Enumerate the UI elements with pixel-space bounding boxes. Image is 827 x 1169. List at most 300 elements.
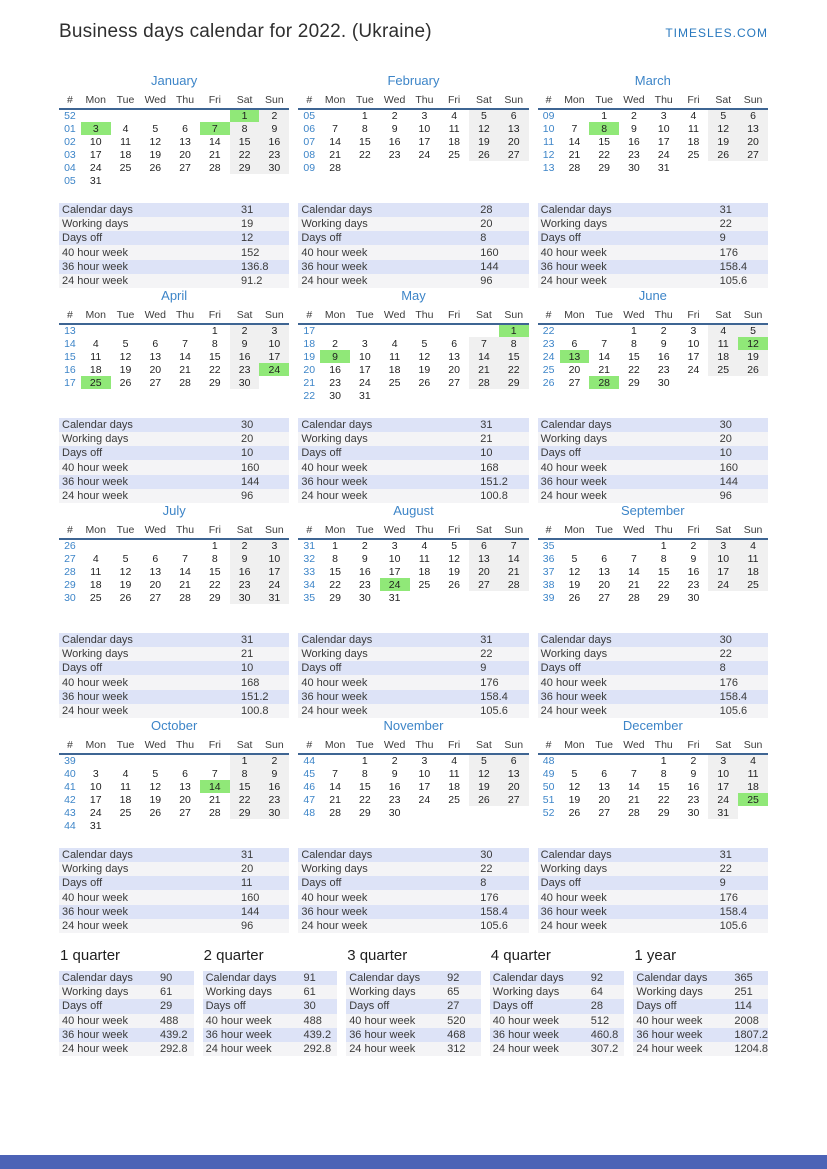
weekday-header: Sun: [259, 737, 289, 754]
week-row: [538, 793, 768, 806]
week-number-cell: 39: [64, 755, 76, 767]
weekday-header: Sun: [499, 307, 529, 324]
stat-value: 460.8: [590, 1028, 619, 1041]
day-cell: 14: [628, 780, 640, 793]
day-cell: 18: [448, 780, 460, 793]
day-cell: 8: [361, 767, 368, 780]
day-cell: 11: [418, 552, 430, 565]
weekday-header: Thu: [649, 307, 679, 324]
site-link[interactable]: TIMESLES.COM: [665, 26, 768, 40]
weekday-header: Sun: [738, 737, 768, 754]
day-cell: 30: [657, 376, 670, 389]
stat-row: [298, 475, 528, 489]
day-cell: 15: [230, 780, 260, 793]
stat-value: 136.8: [240, 260, 269, 273]
stat-value: 160: [240, 891, 260, 904]
day-cell: 29: [359, 806, 371, 819]
week-number-cell: 46: [303, 780, 316, 793]
day-cell: 30: [628, 161, 640, 174]
day-cell: 5: [469, 754, 499, 767]
week-row: [298, 135, 528, 148]
weekday-header: Thu: [410, 307, 440, 324]
weekday-header: Fri: [200, 522, 230, 539]
week-number-cell: 08: [303, 148, 316, 161]
stat-value: 152: [240, 246, 260, 259]
calendar-table: [59, 522, 289, 604]
day-cell: 11: [90, 565, 102, 578]
day-cell: 15: [359, 780, 371, 793]
day-cell: 26: [568, 806, 581, 819]
day-cell: 9: [660, 337, 667, 350]
day-cell: 10: [657, 122, 670, 135]
day-cell: [439, 324, 469, 337]
day-cell: 6: [451, 337, 458, 350]
weekday-header: Sun: [738, 92, 768, 109]
stat-label: 36 hour week: [62, 690, 129, 703]
day-cell: 25: [738, 578, 768, 591]
day-cell: 28: [568, 161, 581, 174]
week-number-cell: 16: [64, 363, 76, 376]
month-title: September: [621, 503, 685, 518]
day-cell: 26: [469, 148, 499, 161]
day-cell: 13: [469, 552, 499, 565]
week-row: [538, 135, 768, 148]
stat-row: [59, 203, 289, 217]
week-row: [538, 109, 768, 122]
day-cell: 19: [149, 148, 162, 161]
day-cell: 2: [230, 324, 260, 337]
stat-label: Calendar days: [540, 633, 612, 646]
day-cell: [679, 161, 709, 174]
day-cell: 10: [359, 350, 371, 363]
day-cell: 18: [708, 350, 738, 363]
stat-label: 40 hour week: [301, 461, 368, 474]
day-cell: 12: [119, 350, 132, 363]
stat-row: [203, 985, 338, 999]
stat-label: Days off: [301, 877, 342, 890]
stat-label: Days off: [636, 1000, 677, 1013]
weekday-header: Sun: [499, 737, 529, 754]
day-cell: 21: [208, 793, 221, 806]
day-cell: 28: [208, 806, 221, 819]
stat-value: 158.4: [480, 905, 508, 918]
day-cell: 21: [179, 578, 191, 591]
stat-row: [633, 985, 768, 999]
summaries-row: [59, 947, 768, 1056]
day-cell: 21: [628, 793, 640, 806]
day-cell: [469, 591, 499, 604]
stat-row: [59, 905, 289, 919]
holiday-day-cell: 1: [230, 109, 260, 122]
day-cell: 7: [332, 767, 338, 780]
stats-table: [538, 418, 768, 503]
weekday-header: Sat: [230, 522, 260, 539]
day-cell: 6: [499, 109, 529, 122]
day-cell: 4: [451, 755, 458, 767]
day-cell: 19: [418, 363, 431, 376]
stat-label: Working days: [205, 986, 273, 999]
day-cell: 20: [149, 363, 162, 376]
day-cell: 3: [92, 767, 99, 780]
month-title: August: [393, 503, 434, 518]
weekday-header: Sat: [708, 307, 738, 324]
stat-value: 151.2: [480, 475, 508, 488]
calendar-table: [538, 92, 768, 174]
stat-label: Calendar days: [205, 972, 277, 985]
day-cell: 11: [448, 122, 460, 135]
week-row: [59, 148, 289, 161]
day-cell: 26: [418, 376, 431, 389]
stats-table: [59, 848, 289, 933]
day-cell: [439, 161, 469, 174]
stat-row: [490, 1028, 625, 1042]
week-row: [298, 376, 528, 389]
week-row: [298, 793, 528, 806]
day-cell: 12: [568, 780, 581, 793]
day-cell: 25: [119, 806, 132, 819]
week-number-cell: 18: [303, 337, 316, 350]
week-number-cell: 48: [542, 755, 555, 767]
day-cell: 3: [708, 539, 738, 552]
month-title: April: [161, 288, 188, 303]
stats-table: [490, 971, 625, 1056]
stat-label: 40 hour week: [301, 676, 368, 689]
stat-value: 1204.8: [734, 1043, 768, 1056]
stat-label: 40 hour week: [62, 676, 129, 689]
stat-label: Calendar days: [301, 633, 373, 646]
holiday-day-cell: 1: [499, 324, 529, 337]
week-number-cell: 35: [303, 591, 316, 604]
stat-row: [298, 905, 528, 919]
week-row: [298, 539, 528, 552]
month-title: July: [162, 503, 186, 518]
stat-value: 11: [240, 877, 253, 890]
stat-label: Calendar days: [492, 972, 564, 985]
day-cell: [469, 806, 499, 819]
month-title: October: [151, 718, 198, 733]
day-cell: 21: [208, 148, 221, 161]
stat-label: Days off: [349, 1000, 390, 1013]
stat-value: 31: [480, 418, 493, 431]
stat-label: Calendar days: [540, 418, 612, 431]
weekday-header: Sun: [259, 522, 289, 539]
week-number-cell: 42: [64, 793, 76, 806]
day-cell: 17: [388, 565, 401, 578]
day-cell: [619, 754, 649, 767]
week-number-cell: 06: [303, 122, 316, 135]
stat-label: Days off: [62, 662, 103, 675]
day-cell: 14: [568, 135, 581, 148]
day-cell: 5: [738, 324, 768, 337]
day-cell: 6: [152, 552, 159, 565]
day-cell: 14: [469, 350, 499, 363]
day-cell: 20: [448, 363, 460, 376]
day-cell: 28: [469, 376, 499, 389]
day-cell: 27: [149, 376, 162, 389]
day-cell: 8: [631, 337, 637, 350]
stat-row: [59, 661, 289, 675]
stat-value: 292.8: [159, 1043, 188, 1056]
day-cell: [259, 376, 289, 389]
weekday-header: Sat: [230, 737, 260, 754]
stat-value: 105.6: [719, 919, 748, 932]
day-cell: [708, 376, 738, 389]
weekday-header: Mon: [560, 522, 590, 539]
stat-value: 22: [480, 648, 493, 661]
stat-label: 24 hour week: [301, 919, 368, 932]
day-cell: 22: [230, 148, 260, 161]
day-cell: 12: [418, 350, 431, 363]
day-cell: 3: [660, 110, 667, 122]
day-cell: 19: [119, 578, 132, 591]
stat-row: [59, 862, 289, 876]
stat-row: [346, 1028, 481, 1042]
stats-table: [203, 971, 338, 1056]
month-title: May: [401, 288, 426, 303]
day-cell: 2: [391, 755, 398, 767]
stat-value: 144: [719, 475, 738, 488]
week-row: [538, 565, 768, 578]
week-row: [538, 350, 768, 363]
stat-row: [346, 1014, 481, 1028]
stat-label: Calendar days: [636, 972, 708, 985]
weekday-header: Sat: [469, 522, 499, 539]
day-cell: [111, 539, 141, 552]
stat-value: 96: [719, 489, 732, 502]
day-cell: 8: [211, 552, 218, 565]
stat-label: Working days: [540, 863, 608, 876]
stat-label: 40 hour week: [301, 246, 368, 259]
stat-label: Days off: [492, 1000, 533, 1013]
weekday-header: Tue: [589, 92, 619, 109]
stat-row: [203, 999, 338, 1013]
day-cell: 27: [469, 578, 499, 591]
weekday-header: Fri: [200, 737, 230, 754]
day-cell: 2: [690, 755, 697, 767]
stat-value: 105.6: [480, 704, 508, 717]
day-cell: 27: [598, 806, 611, 819]
stat-value: 520: [447, 1014, 466, 1027]
week-number-header: #: [538, 92, 560, 109]
day-cell: 22: [598, 148, 611, 161]
week-row: [59, 767, 289, 780]
day-cell: 17: [89, 148, 102, 161]
stat-row: [59, 1014, 194, 1028]
stat-label: Working days: [540, 433, 608, 446]
stat-label: 24 hour week: [540, 704, 607, 717]
weekday-header: Tue: [589, 307, 619, 324]
stat-label: Days off: [540, 447, 581, 460]
day-cell: 30: [388, 806, 401, 819]
summary-2-quarter: [203, 947, 338, 1056]
day-cell: 11: [120, 780, 131, 793]
stat-row: [298, 675, 528, 689]
stat-label: Days off: [62, 447, 103, 460]
day-cell: [738, 376, 768, 389]
day-cell: 3: [259, 324, 289, 337]
stat-row: [633, 971, 768, 985]
day-cell: 21: [329, 793, 341, 806]
day-cell: 28: [329, 806, 341, 819]
week-number-cell: 27: [64, 552, 76, 565]
stat-value: 91.2: [240, 274, 263, 287]
stat-value: 312: [447, 1043, 466, 1056]
day-cell: 7: [211, 767, 218, 780]
stat-row: [298, 876, 528, 890]
stat-value: 9: [719, 877, 726, 890]
stat-value: 176: [719, 246, 738, 259]
day-cell: 2: [631, 110, 637, 122]
weekday-header: Fri: [439, 737, 469, 754]
day-cell: 18: [738, 565, 768, 578]
day-cell: 8: [499, 337, 529, 350]
week-number-cell: 05: [64, 174, 76, 187]
day-cell: 23: [329, 376, 341, 389]
stat-value: 27: [447, 1000, 460, 1013]
day-cell: 13: [598, 565, 611, 578]
stat-value: 439.2: [303, 1028, 332, 1041]
day-cell: 28: [628, 591, 640, 604]
week-row: [538, 591, 768, 604]
week-number-cell: 43: [64, 806, 76, 819]
day-cell: 18: [89, 363, 102, 376]
day-cell: 12: [568, 565, 581, 578]
stat-value: 31: [719, 203, 732, 216]
weekday-header: Thu: [170, 737, 200, 754]
day-cell: 2: [660, 325, 667, 337]
weekday-header: Fri: [200, 307, 230, 324]
week-number-cell: 01: [64, 122, 76, 135]
stat-label: Working days: [301, 648, 368, 661]
day-cell: 30: [259, 806, 289, 819]
stat-row: [538, 704, 768, 718]
week-row: [59, 780, 289, 793]
weekday-header: Fri: [679, 307, 709, 324]
day-cell: 16: [388, 780, 401, 793]
day-cell: 19: [448, 565, 460, 578]
week-number-cell: 03: [64, 148, 76, 161]
day-cell: 16: [259, 780, 289, 793]
week-row: [298, 161, 528, 174]
week-row: [538, 122, 768, 135]
day-cell: 31: [708, 806, 738, 819]
day-cell: 7: [499, 539, 529, 552]
stat-value: 144: [480, 260, 499, 273]
stat-label: Calendar days: [62, 633, 133, 646]
week-row: [59, 337, 289, 350]
day-cell: 24: [259, 578, 289, 591]
day-cell: 11: [120, 135, 131, 148]
stat-row: [59, 919, 289, 933]
stat-label: Working days: [62, 986, 129, 999]
stat-label: 24 hour week: [301, 274, 368, 287]
stat-value: 307.2: [590, 1043, 619, 1056]
day-cell: 25: [119, 161, 132, 174]
day-cell: 17: [418, 135, 431, 148]
day-cell: [619, 539, 649, 552]
week-number-cell: 14: [64, 337, 76, 350]
day-cell: 1: [211, 540, 218, 552]
day-cell: 12: [119, 565, 132, 578]
stat-row: [59, 217, 289, 231]
day-cell: [320, 324, 350, 337]
summary-1-quarter: [59, 947, 194, 1056]
day-cell: 23: [359, 578, 371, 591]
day-cell: 22: [230, 793, 260, 806]
week-number-cell: 37: [542, 565, 555, 578]
week-number-cell: 32: [303, 552, 316, 565]
week-row: [59, 591, 289, 604]
stat-row: [346, 1042, 481, 1056]
day-cell: 20: [499, 135, 529, 148]
weekday-header: Fri: [679, 522, 709, 539]
summary-title: 1 year: [634, 947, 677, 964]
week-number-cell: 21: [303, 376, 316, 389]
stat-value: 151.2: [240, 690, 269, 703]
day-cell: 16: [259, 135, 289, 148]
stat-label: Calendar days: [62, 972, 133, 985]
day-cell: 8: [230, 122, 260, 135]
weekday-header: Sat: [469, 737, 499, 754]
day-cell: 19: [568, 578, 581, 591]
day-cell: 21: [628, 578, 640, 591]
stat-label: Days off: [301, 447, 342, 460]
day-cell: 24: [708, 793, 738, 806]
week-number-cell: 52: [64, 110, 76, 122]
day-cell: 6: [182, 122, 188, 135]
month-december: [538, 718, 768, 933]
stat-row: [298, 489, 528, 503]
stat-label: 40 hour week: [540, 461, 607, 474]
day-cell: [140, 109, 170, 122]
stat-value: 22: [719, 863, 732, 876]
day-cell: 16: [230, 350, 260, 363]
stat-label: 40 hour week: [62, 461, 129, 474]
day-cell: 30: [329, 389, 341, 402]
weekday-header: Mon: [560, 92, 590, 109]
day-cell: 16: [687, 565, 700, 578]
stat-label: 24 hour week: [636, 1043, 703, 1056]
stat-value: 158.4: [480, 690, 508, 703]
day-cell: 4: [122, 122, 129, 135]
day-cell: 18: [448, 135, 460, 148]
day-cell: 1: [230, 754, 260, 767]
stats-table: [298, 203, 528, 288]
weekday-header: Tue: [111, 307, 141, 324]
stat-label: Days off: [62, 1000, 103, 1013]
day-cell: 8: [361, 122, 368, 135]
weekday-header: Sun: [499, 522, 529, 539]
stat-row: [490, 985, 625, 999]
day-cell: 17: [359, 363, 371, 376]
week-number-cell: 23: [542, 337, 555, 350]
stat-value: 176: [480, 676, 499, 689]
day-cell: 10: [388, 552, 401, 565]
day-cell: 9: [259, 767, 289, 780]
day-cell: 31: [388, 591, 401, 604]
day-cell: 4: [738, 539, 768, 552]
day-cell: 18: [388, 363, 401, 376]
weekday-header: Tue: [111, 92, 141, 109]
day-cell: 21: [598, 363, 611, 376]
stat-value: 100.8: [240, 704, 269, 717]
stat-row: [538, 890, 768, 904]
day-cell: [589, 754, 619, 767]
day-cell: 16: [657, 350, 670, 363]
weekday-header: Thu: [649, 737, 679, 754]
month-january: [59, 73, 289, 288]
stat-row: [298, 862, 528, 876]
